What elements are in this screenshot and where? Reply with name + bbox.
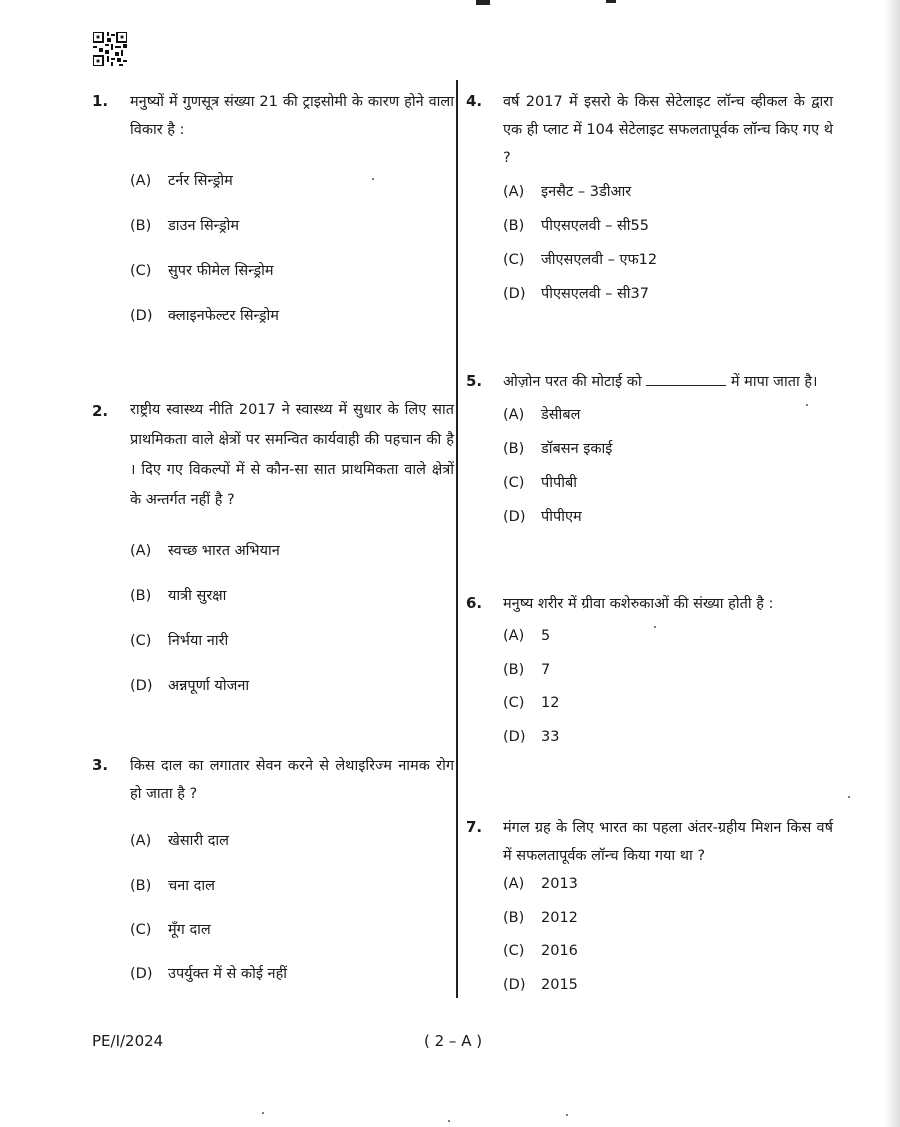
scan-speck: [806, 404, 808, 406]
question-text: मनुष्यों में गुणसूत्र संख्या 21 की ट्राइसोमी के कारण होने वाला विकार है :: [130, 94, 454, 138]
option-a: (A) खेसारी दाल: [130, 833, 229, 849]
scan-speck: [654, 626, 656, 628]
page-edge-shadow: [884, 0, 900, 1127]
option-d: (D) उपर्युक्त में से कोई नहीं: [130, 966, 288, 982]
column-divider: [456, 80, 458, 998]
scan-speck: [262, 1112, 264, 1114]
option-c: (C) सुपर फीमेल सिन्ड्रोम: [130, 263, 274, 279]
scan-speck: [848, 796, 850, 798]
option-d: (D) अन्नपूर्णा योजना: [130, 678, 250, 694]
question-number: 6.: [466, 594, 483, 612]
option-a: (A) 5: [503, 628, 551, 644]
question-4: [466, 92, 834, 312]
option-b: (B) डाउन सिन्ड्रोम: [130, 218, 240, 234]
option-a: (A) 2013: [503, 876, 578, 892]
question-text: मनुष्य शरीर में ग्रीवा कशेरुकाओं की संख्या होती है :: [503, 596, 774, 612]
question-text: ओज़ोन परत की मोटाई को में मापा जाता है।: [503, 374, 818, 390]
option-c: (C) मूँग दाल: [130, 922, 211, 938]
option-b: (B) चना दाल: [130, 878, 215, 894]
question-5: [466, 372, 834, 532]
option-c: (C) जीएसएलवी – एफ12: [503, 252, 658, 268]
option-b: (B) 7: [503, 662, 551, 678]
question-6: [466, 594, 834, 754]
question-text: वर्ष 2017 में इसरो के किस सेटेलाइट लॉन्च व्हीकल के द्वारा एक ही प्लाट में 104 सेटेलाइट सफलतापूर्वक लॉन्च किए गए थे ?: [503, 94, 833, 166]
fill-in-blank: [646, 385, 726, 386]
option-a: (A) डेसीबल: [503, 407, 581, 423]
qr-code-icon: [93, 32, 127, 66]
question-1: [92, 92, 454, 332]
option-d: (D) पीपीएम: [503, 509, 582, 525]
question-text: किस दाल का लगातार सेवन करने से लेथाइरिज्म नामक रोग हो जाता है ?: [130, 758, 454, 802]
top-edge-mark: [606, 0, 616, 3]
page-number: ( 2 – A ): [424, 1032, 483, 1050]
question-number: 4.: [466, 92, 483, 110]
scan-speck: [448, 1120, 450, 1122]
scan-speck: [372, 178, 374, 180]
option-a: (A) टर्नर सिन्ड्रोम: [130, 173, 233, 189]
paper-code: PE/I/2024: [92, 1032, 164, 1050]
option-a: (A) स्वच्छ भारत अभियान: [130, 543, 280, 559]
option-c: (C) निर्भया नारी: [130, 633, 229, 649]
option-b: (B) 2012: [503, 910, 578, 926]
option-b: (B) पीएसएलवी – सी55: [503, 218, 649, 234]
option-b: (B) डॉबसन इकाई: [503, 441, 613, 457]
option-d: (D) पीएसएलवी – सी37: [503, 286, 649, 302]
question-number: 7.: [466, 818, 483, 836]
question-text: राष्ट्रीय स्वास्थ्य नीति 2017 ने स्वास्थ्य में सुधार के लिए सात प्राथमिकता वाले क्षेत्रों पर समन्वित कार्यवाही की पहचान की है । दिए गए विकल्पों में से कौन-सा सात प्राथमिकता वाले क्षेत्रों के अन्तर्गत नहीं है ?: [130, 402, 454, 508]
option-c: (C) पीपीबी: [503, 475, 578, 491]
top-edge-mark: [476, 0, 490, 5]
option-c: (C) 2016: [503, 943, 578, 959]
option-d: (D) क्लाइनफेल्टर सिन्ड्रोम: [130, 308, 279, 324]
option-d: (D) 2015: [503, 977, 578, 993]
option-d: (D) 33: [503, 729, 560, 745]
question-number: 5.: [466, 372, 483, 390]
question-number: 3.: [92, 756, 109, 774]
question-number: 1.: [92, 92, 109, 110]
question-number: 2.: [92, 402, 109, 420]
question-text: मंगल ग्रह के लिए भारत का पहला अंतर-ग्रहीय मिशन किस वर्ष में सफलतापूर्वक लॉन्च किया गया था ?: [503, 820, 833, 864]
option-a: (A) इनसैट – 3डीआर: [503, 184, 632, 200]
scan-speck: [566, 1114, 568, 1116]
question-3: [92, 756, 454, 986]
question-2: [92, 402, 454, 702]
option-c: (C) 12: [503, 695, 560, 711]
question-7: [466, 818, 834, 1008]
option-b: (B) यात्री सुरक्षा: [130, 588, 227, 604]
